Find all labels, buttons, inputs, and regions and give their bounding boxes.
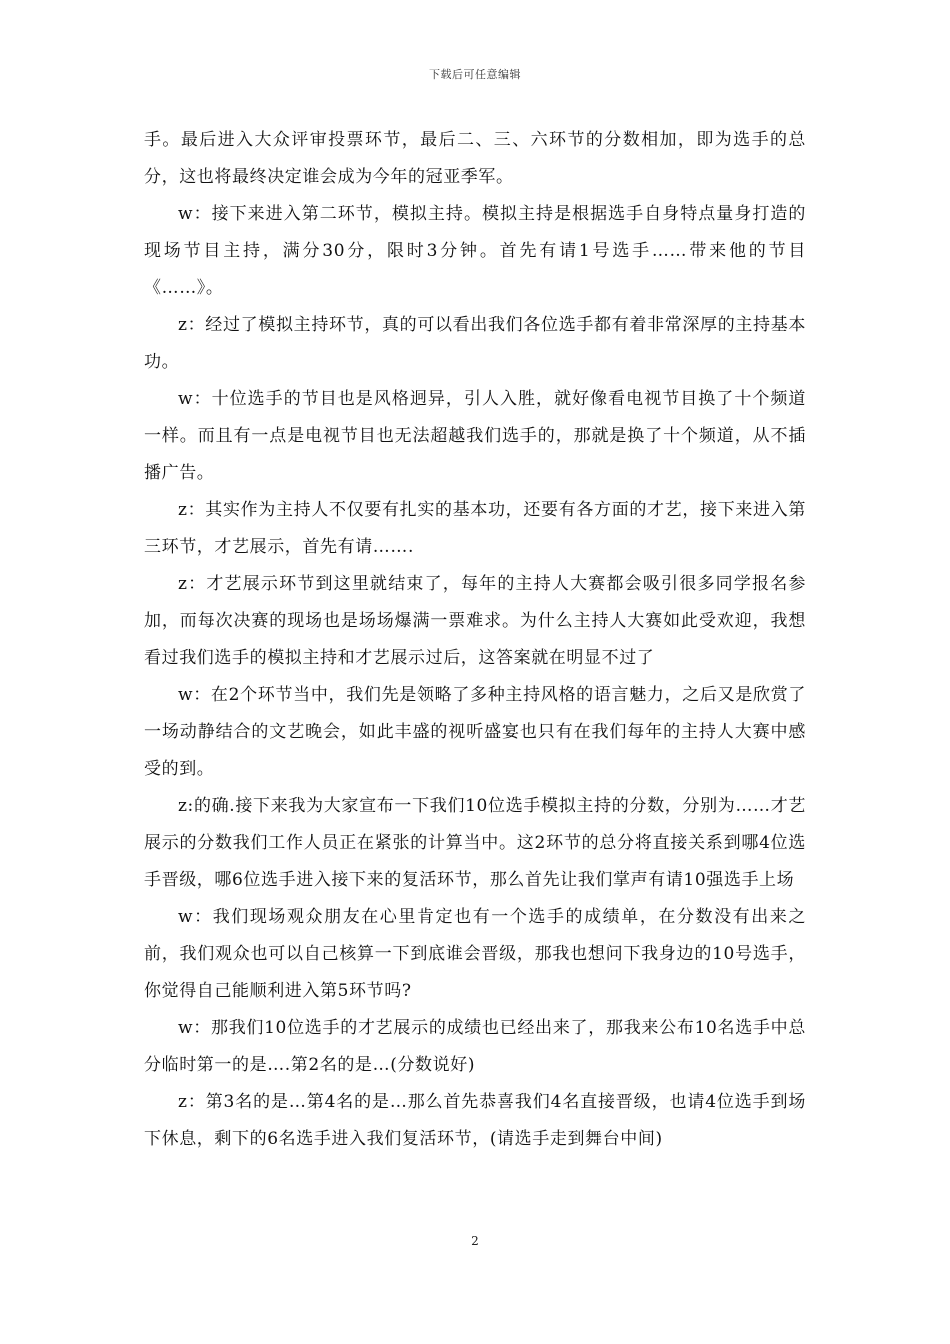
paragraph: w：在2个环节当中，我们先是领略了多种主持风格的语言魅力，之后又是欣赏了一场动静结合的文艺晚会，如此丰盛的视听盛宴也只有在我们每年的主持人大赛中感受的到。 (144, 685, 806, 779)
paragraph: w：十位选手的节目也是风格迥异，引人入胜，就好像看电视节目换了十个频道一样。而且有一点是电视节目也无法超越我们选手的，那就是换了十个频道，从不插播广告。 (144, 389, 806, 483)
document-body (144, 122, 806, 1158)
paragraph: w：我们现场观众朋友在心里肯定也有一个选手的成绩单，在分数没有出来之前，我们观众也可以自己核算一下到底谁会晋级，那我也想问下我身边的10号选手，你觉得自己能顺利进入第5环节吗? (144, 907, 806, 1001)
paragraph: w：接下来进入第二环节，模拟主持。模拟主持是根据选手自身特点量身打造的现场节目主持，满分30分，限时3分钟。首先有请1号选手……带来他的节目《……》。 (144, 204, 806, 298)
page-number: 2 (471, 1234, 479, 1248)
paragraph: z：才艺展示环节到这里就结束了，每年的主持人大赛都会吸引很多同学报名参加，而每次决赛的现场也是场场爆满一票难求。为什么主持人大赛如此受欢迎，我想看过我们选手的模拟主持和才艺展示过后，这答案就在明显不过了 (144, 574, 806, 668)
page-header: 下载后可任意编辑 (429, 68, 521, 81)
paragraph: z：第3名的是…第4名的是…那么首先恭喜我们4名直接晋级，也请4位选手到场下休息，剩下的6名选手进入我们复活环节，(请选手走到舞台中间) (144, 1092, 806, 1149)
paragraph: z:的确.接下来我为大家宣布一下我们10位选手模拟主持的分数，分别为……才艺展示的分数我们工作人员正在紧张的计算当中。这2环节的总分将直接关系到哪4位选手晋级，哪6位选手进入接下来的复活环节，那么首先让我们掌声有请10强选手上场 (144, 796, 806, 890)
paragraph: 手。最后进入大众评审投票环节，最后二、三、六环节的分数相加，即为选手的总分，这也将最终决定谁会成为今年的冠亚季军。 (144, 130, 806, 187)
paragraph: w：那我们10位选手的才艺展示的成绩也已经出来了，那我来公布10名选手中总分临时第一的是….第2名的是…(分数说好) (144, 1018, 806, 1075)
paragraph: z：其实作为主持人不仅要有扎实的基本功，还要有各方面的才艺，接下来进入第三环节，才艺展示，首先有请……. (144, 500, 806, 557)
paragraph: z：经过了模拟主持环节，真的可以看出我们各位选手都有着非常深厚的主持基本功。 (144, 315, 806, 372)
